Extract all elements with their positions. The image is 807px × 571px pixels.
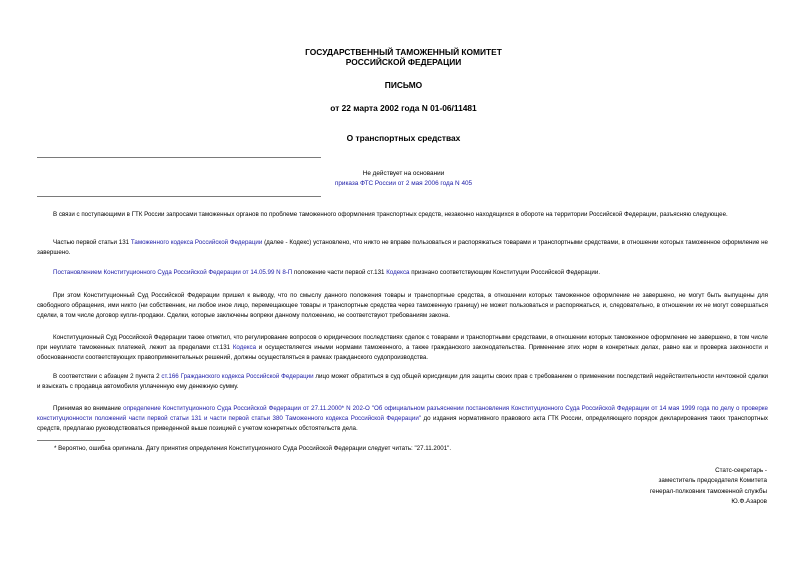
signature-title-line-1: Статс-секретарь - [715,467,767,474]
status-divider [37,196,321,197]
paragraph-1: В связи с поступающими в ГТК России запросами таможенных органов по проблеме таможенного оформления транспортных средств, незаконно находящихся в обороте на территории Российской Федерации, разъясняю следующее. [53,211,728,218]
status-note-text: Не действует на основании [362,170,445,177]
paragraph-3: Постановлением Конституционного Суда Российской Федерации от 14.05.99 N 8-П положение части первой ст.131 Кодекса признано соответствующим Конституции Российской Федерации. [53,269,601,276]
signature-block [467,466,767,508]
document-subject: О транспортных средствах [346,133,461,143]
paragraph-6: В соответствии с абзацем 2 пункта 2 ст.166 Гражданского кодекса Российской Федерации лицо может обратиться в суд общей юрисдикции для защиты своих прав с требованием о применении последствий недействительности ничтожной сделки и взыскать с продавца автомобиля уплаченную ему денежную сумму. [37,373,768,390]
paragraph-2: Частью первой статьи 131 Таможенного кодекса Российской Федерации (далее - Кодекс) установлено, что никто не вправе пользоваться и распоряжаться товарами и транспортными средствами, в отношении которых таможенное оформление не завершено. [37,239,768,256]
court-determination-link[interactable]: определение Конституционного Суда Российской Федерации от 27.11.2000* N 202-О "Об официальном разъяснении постановления Конституционного Суда Российской Федерации от 14 мая 1999 года по делу о проверке конституционности положений части первой статьи 131 и части первой статьи 380 Таможенного кодекса Российской Федерации" [37,405,768,422]
code-link-1[interactable]: Кодекса [386,269,410,276]
top-divider [37,157,321,158]
constitutional-court-resolution-link[interactable]: Постановлением Конституционного Суда Российской Федерации от 14.05.99 N 8-П [53,269,293,276]
paragraph-4: При этом Конституционный Суд Российской Федерации пришел к выводу, что по смыслу данного положения товары и транспортные средства, в отношении которых таможенное оформление не завершено, не могут быть выпущены для свободного обращения, ими никто (ни собственник, ни любое иное лицо, перемещающее товары и транспортные средства через таможенную границу) не может пользоваться и распоряжаться, и, следовательно, в отношении их не могут совершаться сделки, в том числе договор купли-продажи. Сделки, которые заключены вопреки данному положению, не соответствуют требованиям закона. [37,292,768,319]
signature-title-line-3: генерал-полковник таможенной службы [649,487,767,495]
issuer-line-1: ГОСУДАРСТВЕННЫЙ ТАМОЖЕННЫЙ КОМИТЕТ [305,47,502,57]
footnote-divider [37,440,105,441]
footnote: * Вероятно, ошибка оригинала. Дату принятия определения Конституционного Суда Российской Федерации следует читать: "27.11.2001". [54,445,452,452]
customs-code-link[interactable]: Таможенного кодекса Российской Федерации [130,239,263,246]
code-link-2[interactable]: Кодекса [232,344,257,351]
paragraph-7: Принимая во внимание определение Конституционного Суда Российской Федерации от 27.11.2000* N 202-О "Об официальном разъяснении постановления Конституционного Суда Российской Федерации от 14 мая 1999 года по делу о проверке конституционности положений части первой статьи 131 и части первой статьи 380 Таможенного кодекса Российской Федерации" до издания нормативного правового акта ГТК России, определяющего порядок декларирования таких транспортных средств, предлагаю руководствоваться приведенной выше позицией с учетом конкретных обстоятельств дела. [37,405,768,432]
status-note-link[interactable]: приказа ФТС России от 2 мая 2006 года N 405 [334,180,473,187]
signature-title-line-2: заместитель председателя Комитета [658,477,767,485]
signatory-name: Ю.Ф.Азаров [731,498,767,506]
document-date-number: от 22 марта 2002 года N 01-06/11481 [330,103,477,113]
paragraph-5: Конституционный Суд Российской Федерации также отметил, что регулирование вопросов о юридических последствиях сделок с товарами и транспортными средствами, в отношении которых таможенное оформление не завершено, в том числе при неуплате таможенных платежей, лежит за пределами ст.131 Кодекса и осуществляется иными нормами таможенного, а также гражданского законодательства. Применение этих норм в конкретных делах, равно как и проверка законности и обоснованности соответствующих правоприменительных решений, должны осуществляться в рамках гражданского судопроизводства. [37,334,768,361]
civil-code-link[interactable]: ст.166 Гражданского кодекса Российской Федерации [161,373,314,380]
document-type: ПИСЬМО [384,80,423,90]
issuer-line-2: РОССИЙСКОЙ ФЕДЕРАЦИИ [345,57,462,67]
